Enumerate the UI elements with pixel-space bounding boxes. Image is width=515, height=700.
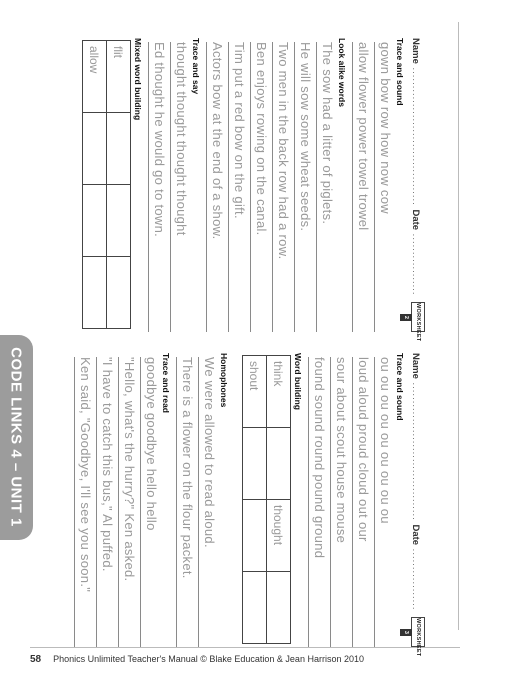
grid-cell	[83, 257, 107, 329]
page-footer	[30, 654, 364, 665]
page-number: 58	[30, 654, 42, 665]
section-heading: Mixed word building	[133, 38, 143, 121]
trace-line: The sow had a litter of piglets.	[316, 42, 336, 332]
trace-line: Two men in the back row had a row.	[272, 42, 292, 332]
worksheet-2	[60, 30, 421, 395]
worksheet-badge: WORKSHEET 3	[411, 617, 425, 647]
name-date-line: Name ...................................... Date .................	[410, 38, 421, 296]
grid-cell	[83, 113, 107, 185]
trace-line: Ken said, "Goodbye, I'll see you soon."	[74, 357, 94, 647]
trace-line: thought thought thought thought	[170, 42, 190, 332]
worksheet-badge: WORKSHEET 2	[411, 302, 425, 332]
word-building-grid	[242, 355, 291, 644]
grid-cell	[243, 500, 267, 572]
section-heading: Trace and sound	[395, 353, 405, 421]
section-heading: Trace and say	[191, 38, 201, 95]
unit-side-tab	[0, 335, 33, 540]
trace-line: sour about scout house mouse	[330, 357, 350, 647]
trace-line: ou ou ou ou ou ou ou ou ou	[374, 357, 394, 647]
trace-line: "I have to catch this bus," Al puffed.	[96, 357, 116, 647]
trace-line: allow flower power towel trowel	[352, 42, 372, 332]
trace-line: gown bow row how now cow	[374, 42, 394, 332]
page-frame-right	[458, 22, 459, 630]
section-heading: Trace and read	[161, 353, 171, 414]
word-building-grid	[82, 40, 131, 329]
grid-cell: think	[267, 356, 291, 428]
trace-line: We were allowed to read aloud.	[198, 357, 218, 647]
grid-cell	[107, 113, 131, 185]
trace-line: Ben enjoys rowing on the canal.	[250, 42, 270, 332]
trace-line: He will sow some wheat seeds.	[294, 42, 314, 332]
grid-cell: shout	[243, 356, 267, 428]
trace-line: loud aloud proud cloud out our	[352, 357, 372, 647]
trace-line: Actors bow at the end of a show.	[206, 42, 226, 332]
name-date-line: Name ...................................... Date .................	[410, 353, 421, 611]
grid-cell: allow	[83, 41, 107, 113]
grid-cell: thought	[267, 500, 291, 572]
trace-line: found sound round pound ground	[308, 357, 328, 647]
trace-line: Tim put a red bow on the gift.	[228, 42, 248, 332]
section-heading: Word building	[293, 353, 303, 410]
worksheet-3-rotated	[60, 345, 425, 657]
grid-cell	[107, 185, 131, 257]
unit-side-tab-label: CODE LINKS 4 – UNIT 1	[7, 347, 25, 527]
section-heading: Trace and sound	[395, 38, 405, 106]
grid-cell: flit	[107, 41, 131, 113]
grid-cell	[83, 185, 107, 257]
footer-credit: Phonics Unlimited Teacher's Manual © Blake Education & Jean Harrison 2010	[53, 654, 364, 664]
grid-cell	[107, 257, 131, 329]
trace-line: There is a flower on the flour packet.	[176, 357, 196, 647]
grid-cell	[243, 428, 267, 500]
grid-cell	[267, 428, 291, 500]
trace-line: "Hello, what's the hurry?" Ken asked.	[118, 357, 138, 647]
worksheet-3	[60, 345, 421, 700]
trace-line: goodbye goodbye hello hello	[140, 357, 160, 647]
grid-cell	[267, 572, 291, 644]
grid-cell	[243, 572, 267, 644]
section-heading: Look alike words	[337, 38, 347, 107]
section-heading: Homophones	[219, 353, 229, 408]
worksheet-2-rotated	[60, 30, 425, 342]
trace-line: Ed thought he would go to town.	[148, 42, 168, 332]
